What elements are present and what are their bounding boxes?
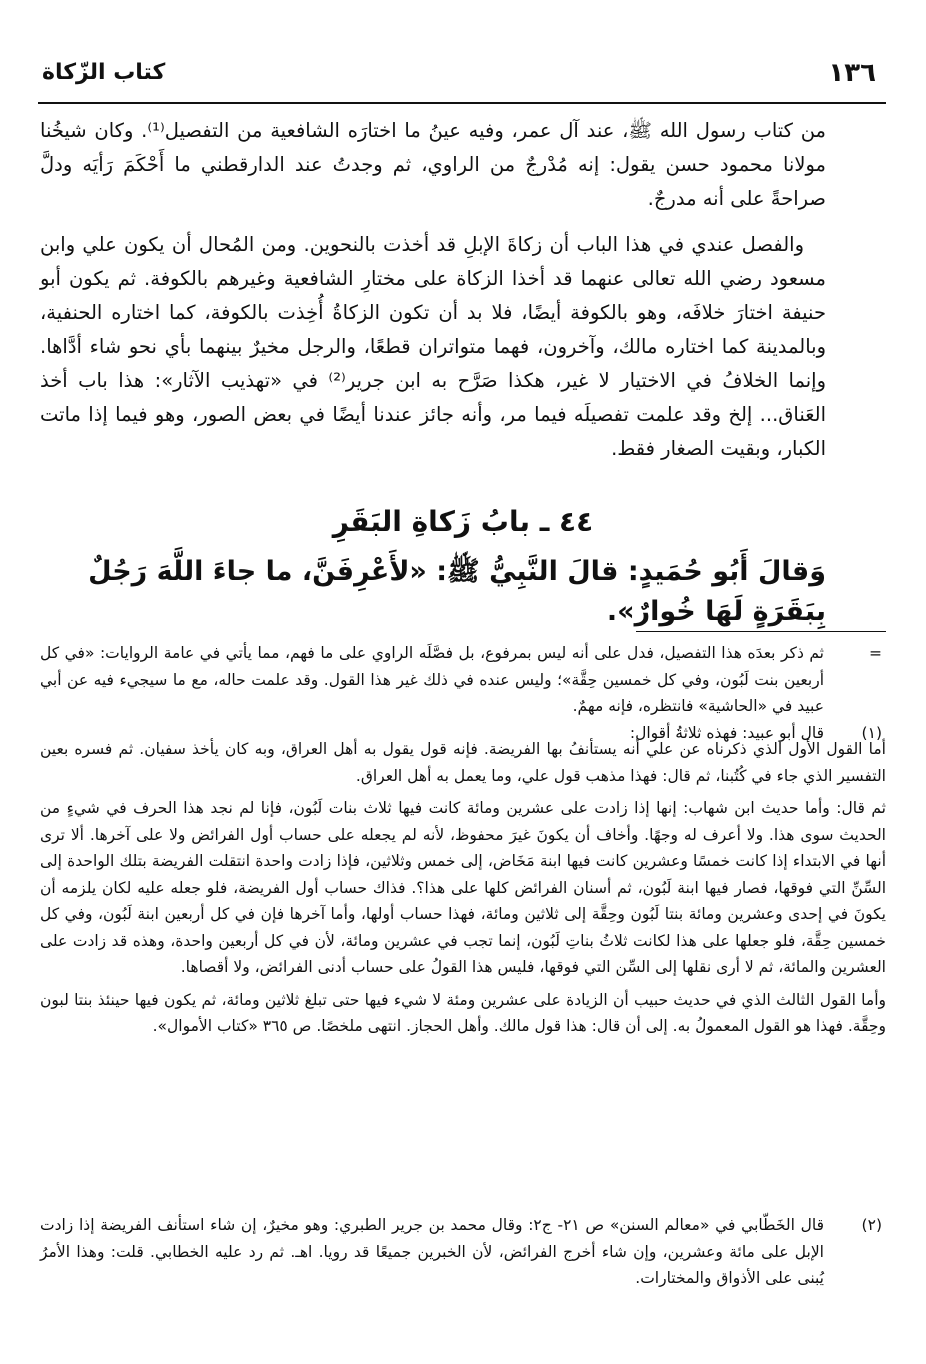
footnote-separator <box>636 631 886 632</box>
main-text <box>40 114 826 478</box>
chapter-heading: ٤٤ ـ بابُ زَكاةِ البَقَرِ <box>332 505 594 538</box>
footnote-1-body <box>40 736 886 1046</box>
footnote-continuation <box>40 640 886 720</box>
footnote-paragraph: وأما القول الثالث الذي في حديث حبيب أن الزيادة على عشرين ومئة لا شيء فيها حتى تبلغ ثلاثين ومائة، ثم يكون فيها حينئذ بنتا لبون وحِقَّة. فهذا هو القول المعمولُ به. إلى أن قال: هذا قول مالك. وأهل الحجاز. انتهى ملخصًا. ص ٣٦٥ «كتاب الأموال». <box>40 990 886 1035</box>
footnote-intro: قال أبو عبيد: فهذه ثلاثةُ أقوال: <box>629 723 824 742</box>
footnote-text: ثم ذكر بعدَه هذا التفصيل، فدل على أنه ليس بمرفوع، بل فصَّلَه الراوي على ما فهم، مما يأتي في عامة الروايات: «في كل أربعين بنت لَبُون، وفي كل خمسين حِقَّة»؛ وليس عنده في ذلك غير هذا القول. وقد علمت حاله، مع ما سيجيء فيه عن أبي عبيد في «الحاشية» فانتظره، فإنه مهمٌ. <box>40 644 824 715</box>
footnote-marker: (١) <box>861 723 882 742</box>
footnote-marker: = <box>869 644 882 662</box>
footnote-marker: (٢) <box>861 1216 882 1234</box>
footnotes-section <box>40 640 886 746</box>
main-paragraph-2: والفصل عندي في هذا الباب أن زكاةَ الإبلِ قد أخذت بالنحوين. ومن المُحال أن يكون علي وابن مسعود رضي الله تعالى عنهما قد أخذا الزكاة على مختارِ الشافعية وغيرهم بالكوفة. ثم يكون أبو حنيفة اختارَ خلافَه، وهو بالكوفة أيضًا، فلا بد أن تكون الزكاةُ أُخِذت بالكوفة، كما اختاره الحنفية، وبالمدينة كما اختاره مالك، وآخرون، فهما متواتران قطعًا، والرجل مخيرٌ بينهما بأي نحو شاء أدَّاها. وإنما الخلافُ في الاختيار لا غير، هكذا صَرَّح به ابن جرير⁽²⁾ في «تهذيب الآثار»: هذا باب أخذ العَناق... إلخ وقد علمت تفصيلَه فيما مر، وأنه جائز عندنا أيضًا في بعض الصور، وهو فيما إذا ماتت الكبار، وبقيت الصغار فقط. <box>40 233 827 460</box>
hadith-text: وَقالَ أَبُو حُمَيدٍ: قالَ النَّبِيُّ ﷺ: «لأَعْرِفَنَّ، ما جاءَ اللَّهَ رَجُلٌ بِبَقَرَةٍ لَهَا خُوارٌ». <box>88 556 826 627</box>
main-paragraph-1: من كتاب رسول الله ﷺ، عند آل عمر، وفيه عينُ ما اختارَه الشافعية من التفصيل⁽¹⁾. وكان شيخُنا مولانا محمود حسن يقول: إنه مُدْرجٌ من الراوي، ثم وجدتُ عند الدارقطني ما أَحْكَمَ رَأيَه ودلَّ صراحةً على أنه مدرجٌ. <box>40 119 826 210</box>
footnote-text: قال الخَطّابي في «معالم السنن» ص ٢١- ج٢: وقال محمد بن جرير الطبري: وهو مخيرٌ، إن شاء استأنف الفريضة إذا زادت الإبل على مائة وعشرين، وإن شاء أخرج الفرائض، لأن الخبرين جميعًا قد رويا. اهـ. ثم رد عليه الخطابي. قلت: وهذا الأمرُ يُبنى على الأذواق والمختارات. <box>40 1216 824 1287</box>
page-number: ١٣٦ <box>828 58 876 88</box>
page-header <box>38 52 886 104</box>
footnote-paragraph: أما القول الأول الذي ذكرناه عن علي أنه يستأنفُ بها الفريضة. فإنه قول يقول به أهل العراق، وبه كان يأخذ سفيان. ثم فسره بعين التفسير الذي جاء في كُتُبنا، ثم قال: فهذا مذهب قول علي، وما يعمل به أهل العراق. <box>40 740 886 785</box>
footnote-paragraph: ثم قال: وأما حديث ابن شهاب: إنها إذا زادت على عشرين ومائة كانت فيها ثلاث بنات لَبُون، فإنا لم نجد هذا الحرف في شيءٍ من الحديث سوى هذا. ولا أعرف له وجهًا. وأخاف أن يكونَ غيرَ محفوظ، لأنه لم يجعله على حساب أول الفرائض ولا على آخرها. ألا ترى أنها في الابتداء إذا كانت خمسًا وعشرين كانت فيها ابنة مَخَاض، إلى خمس وثلاثين، فإذا زادت واحدة انتقلت الفريضة بتلك الواحدة إلى السِّنِّ التي فوقها، فصار فيها ابنة لَبُون، ثم أسنان الفرائض كلها على هذا؟. فذاك حساب أول الفريضة، فلو جعله عليه لكان يلزمه أن يكونَ في إحدى وعشرين ومائة بنتا لَبُون وحِقَّة إلى ثلاثين ومائة، فهذا حساب أولها، وأما آخرها فإن في كل أربعين ابنة لَبُون، وفي كل خمسين حِقَّة، فلو جعلها على هذا لكانت ثلاثُ بناتِ لَبُون، إنما تجب في عشرين ومائة، لأن في كل أربعين واحدة، وهذه قد زادت على العشرين والمائة، ثم لا أرى نقلها إلى السِّن التي فوقها، فليس هذا القولُ على حساب أدنى الفرائض، ولا أقصاها. <box>40 799 886 976</box>
footnote-2 <box>40 1212 886 1292</box>
running-title: كتاب الزّكاة <box>42 60 166 85</box>
